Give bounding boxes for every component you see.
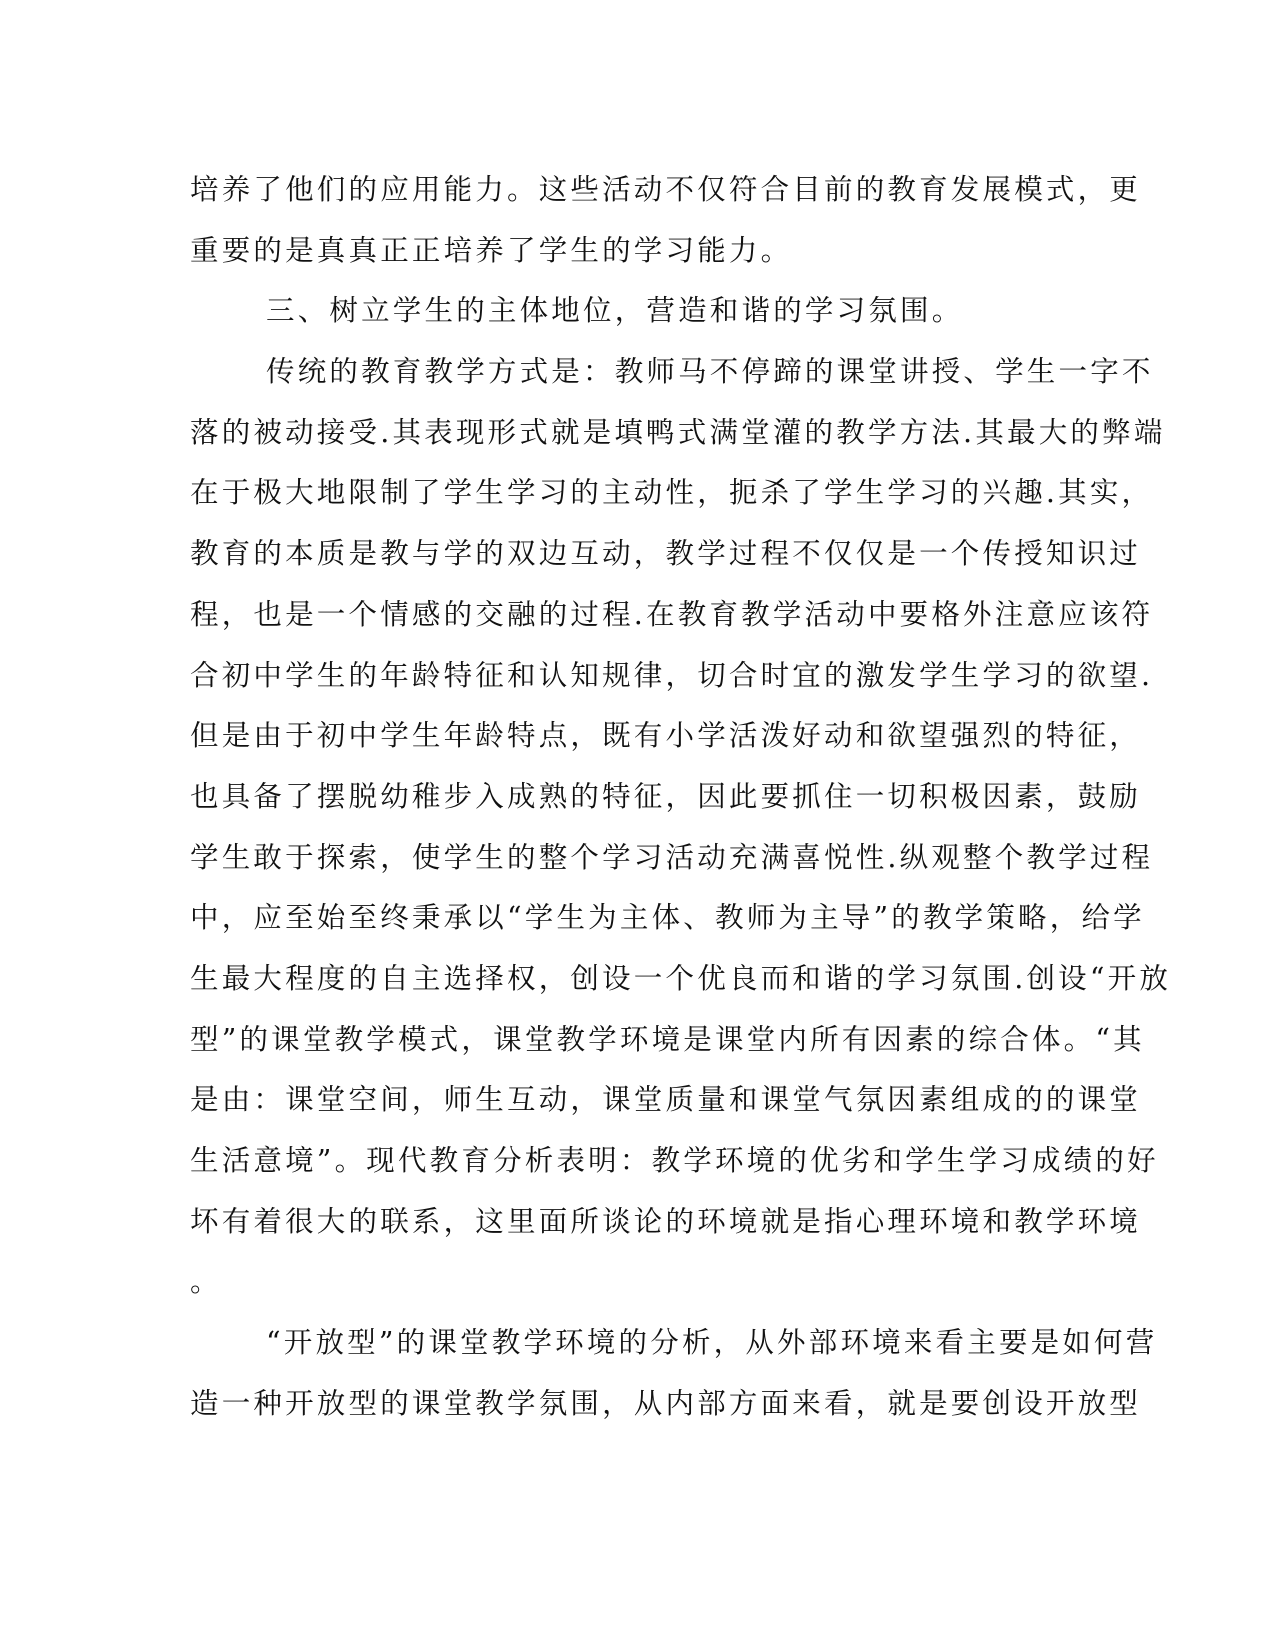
- text-line: 程，也是一个情感的交融的过程.在教育教学活动中要格外注意应该符: [190, 597, 1154, 631]
- body-text: [190, 160, 1172, 1434]
- text-line: 教育的本质是教与学的双边互动，教学过程不仅仅是一个传授知识过: [190, 537, 1142, 571]
- text-line: 传统的教育教学方式是：教师马不停蹄的课堂讲授、学生一字不: [266, 355, 1154, 389]
- text-line: 。: [190, 1265, 222, 1299]
- text-line: 造一种开放型的课堂教学氛围，从内部方面来看，就是要创设开放型: [190, 1386, 1142, 1420]
- text-line: 在于极大地限制了学生学习的主动性，扼杀了学生学习的兴趣.其实，: [190, 476, 1154, 510]
- text-line: “开放型”的课堂教学环境的分析，从外部环境来看主要是如何营: [266, 1326, 1158, 1360]
- text-line: 重要的是真真正正培养了学生的学习能力。: [190, 233, 793, 267]
- text-line: 型”的课堂教学模式，课堂教学环境是课堂内所有因素的综合体。“其: [190, 1022, 1145, 1056]
- text-line: 中，应至始至终秉承以“学生为主体、教师为主导”的教学策略，给学: [190, 901, 1145, 935]
- text-line: 合初中学生的年龄特征和认知规律，切合时宜的激发学生学习的欲望.: [190, 658, 1154, 692]
- text-line: 也具备了摆脱幼稚步入成熟的特征，因此要抓住一切积极因素，鼓励: [190, 779, 1142, 813]
- section-heading: 三、树立学生的主体地位，营造和谐的学习氛围。: [266, 294, 964, 328]
- text-line: 生最大程度的自主选择权，创设一个优良而和谐的学习氛围.创设“开放: [190, 961, 1172, 995]
- text-line: 是由：课堂空间，师生互动，课堂质量和课堂气氛因素组成的的课堂: [190, 1083, 1142, 1117]
- text-line: 培养了他们的应用能力。这些活动不仅符合目前的教育发展模式，更: [190, 173, 1142, 206]
- text-line: 坏有着很大的联系，这里面所谈论的环境就是指心理环境和教学环境: [190, 1204, 1142, 1238]
- text-line: 但是由于初中学生年龄特点，既有小学活泼好动和欲望强烈的特征，: [190, 719, 1142, 753]
- text-line: 落的被动接受.其表现形式就是填鸭式满堂灌的教学方法.其最大的弊端: [190, 415, 1166, 449]
- text-line: 生活意境”。现代教育分析表明：教学环境的优劣和学生学习成绩的好: [190, 1144, 1159, 1177]
- text-line: 学生敢于探索，使学生的整个学习活动充满喜悦性.纵观整个教学过程: [190, 840, 1154, 874]
